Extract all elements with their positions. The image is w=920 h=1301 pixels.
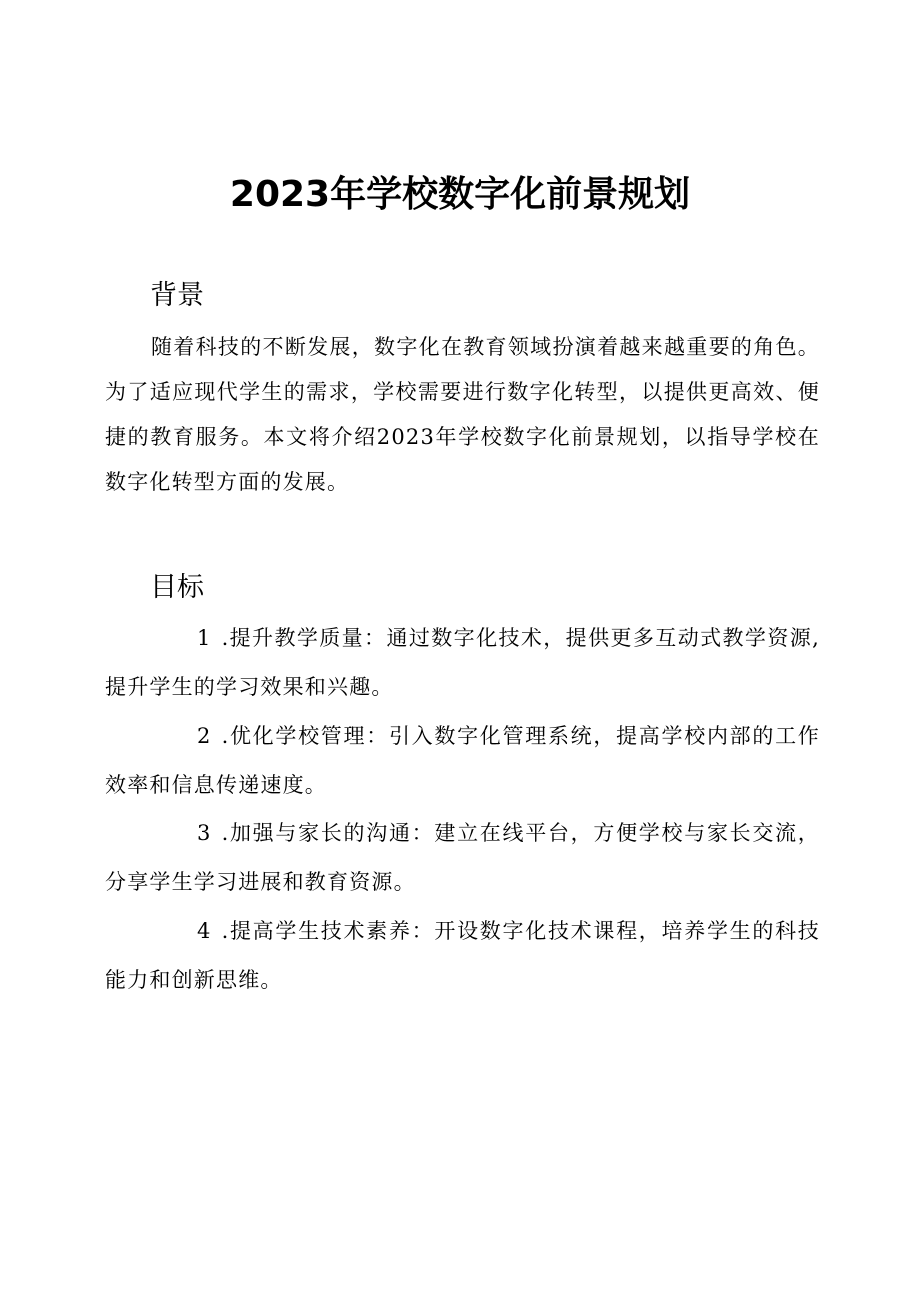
goal-item-3 [105,809,820,907]
goal-item-4 [105,907,820,1005]
goal-item-number: 4 [197,919,212,943]
section-heading-background: 背景 [150,280,204,311]
goal-item-number: 1 [197,626,212,650]
background-paragraph: 随着科技的不断发展，数字化在教育领域扮演着越来越重要的角色。为了适应现代学生的需求，学校需要进行数字化转型，以提供更高效、便捷的教育服务。本文将介绍2023年学校数字化前景规划，以指导学校在数字化转型方面的发展。 [105,335,820,494]
goal-item-text: .加强与家长的沟通：建立在线平台，方便学校与家长交流，分享学生学习进展和教育资源。 [105,821,820,894]
goal-item-text: .优化学校管理：引入数字化管理系统，提高学校内部的工作效率和信息传递速度。 [105,724,820,797]
goal-item-text: .提升教学质量：通过数字化技术，提供更多互动式教学资源,提升学生的学习效果和兴趣。 [105,626,820,699]
goal-item-1 [105,614,820,712]
goal-item-2 [105,712,820,810]
section-heading-goals: 目标 [150,572,204,603]
goal-item-number: 3 [197,821,212,845]
goal-item-number: 2 [197,724,212,748]
document-title: 2023年学校数字化前景规划 [229,174,691,215]
goal-item-text: .提高学生技术素养：开设数字化技术课程，培养学生的科技能力和创新思维。 [105,919,820,992]
